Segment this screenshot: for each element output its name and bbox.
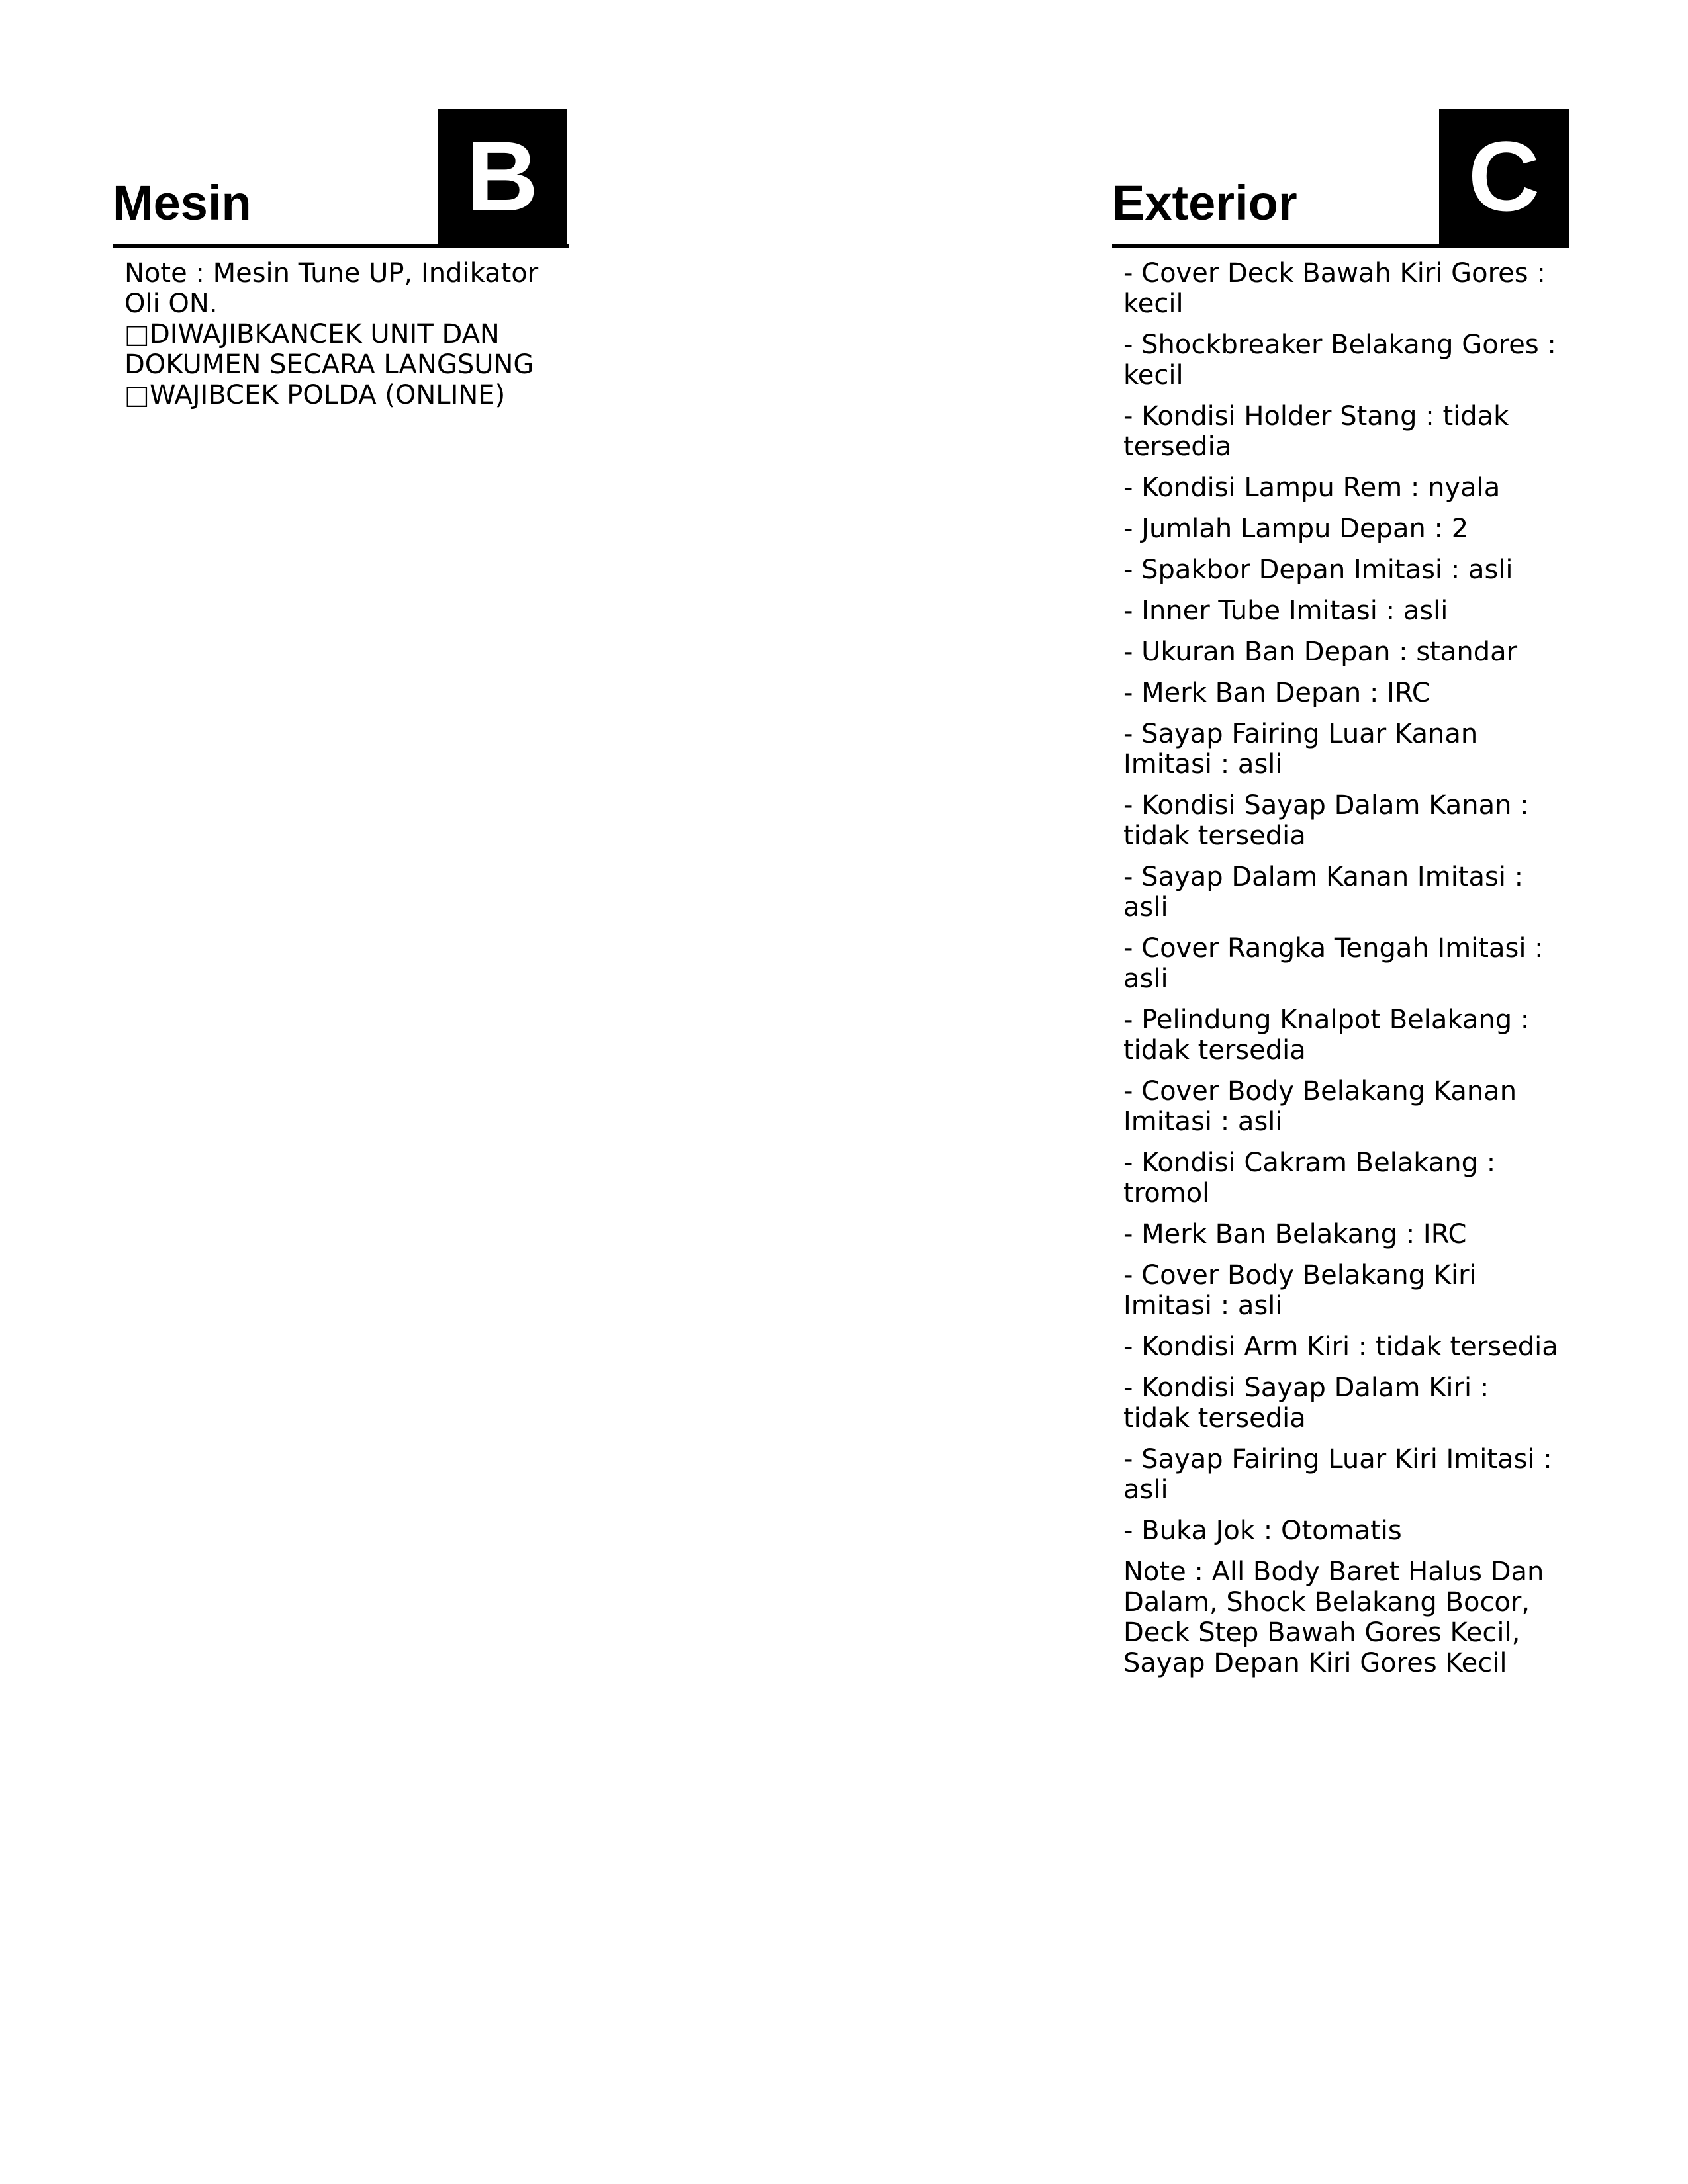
mesin-bullet-text: WAJIBCEK POLDA (ONLINE) xyxy=(150,380,506,410)
exterior-item: - Sayap Fairing Luar Kanan Imitasi : asli xyxy=(1123,719,1478,780)
mesin-bullet-item xyxy=(124,380,575,410)
exterior-item: - Kondisi Cakram Belakang : tromol xyxy=(1123,1148,1496,1208)
exterior-item: - Kondisi Sayap Dalam Kiri : tidak tersedia xyxy=(1123,1373,1489,1433)
exterior-item: - Kondisi Holder Stang : tidak tersedia xyxy=(1123,401,1509,462)
mesin-bullet-text: DIWAJIBKANCEK UNIT DAN DOKUMEN SECARA LANGSUNG xyxy=(124,319,534,380)
exterior-item: - Kondisi Lampu Rem : nyala xyxy=(1123,473,1501,503)
checkbox-bullet-icon: □ xyxy=(124,380,150,410)
exterior-item: - Kondisi Arm Kiri : tidak tersedia xyxy=(1123,1332,1558,1362)
mesin-note: Note : Mesin Tune UP, Indikator Oli ON. xyxy=(124,258,539,319)
exterior-note: Note : All Body Baret Halus Dan Dalam, Shock Belakang Bocor, Deck Step Bawah Gores Kecil, Sayap Depan Kiri Gores Kecil xyxy=(1123,1557,1544,1678)
exterior-item: - Cover Deck Bawah Kiri Gores : kecil xyxy=(1123,258,1546,319)
exterior-item: - Pelindung Knalpot Belakang : tidak tersedia xyxy=(1123,1005,1530,1066)
exterior-item: - Cover Body Belakang Kiri Imitasi : asli xyxy=(1123,1260,1477,1321)
mesin-section-title: Mesin xyxy=(113,175,252,230)
exterior-item: - Buka Jok : Otomatis xyxy=(1123,1516,1402,1546)
exterior-item: - Cover Rangka Tengah Imitasi : asli xyxy=(1123,933,1544,994)
mesin-bullet-item xyxy=(124,319,575,380)
exterior-item: - Jumlah Lampu Depan : 2 xyxy=(1123,514,1469,544)
exterior-item-list xyxy=(1123,258,1560,1689)
exterior-item: - Cover Body Belakang Kanan Imitasi : asli xyxy=(1123,1076,1517,1137)
checkbox-bullet-icon: □ xyxy=(124,319,150,349)
exterior-item: - Spakbor Depan Imitasi : asli xyxy=(1123,555,1513,585)
exterior-section-title: Exterior xyxy=(1112,175,1297,230)
exterior-item: - Merk Ban Depan : IRC xyxy=(1123,678,1430,708)
exterior-item: - Inner Tube Imitasi : asli xyxy=(1123,596,1448,626)
mesin-section-letter: B xyxy=(438,109,567,244)
exterior-item: - Kondisi Sayap Dalam Kanan : tidak tersedia xyxy=(1123,790,1529,851)
exterior-section-letter: C xyxy=(1439,109,1569,244)
mesin-header-rule xyxy=(113,244,569,248)
mesin-notes xyxy=(124,258,575,410)
exterior-item: - Sayap Dalam Kanan Imitasi : asli xyxy=(1123,862,1524,923)
exterior-item: - Shockbreaker Belakang Gores : kecil xyxy=(1123,330,1556,390)
exterior-item: - Ukuran Ban Depan : standar xyxy=(1123,637,1518,667)
exterior-item: - Merk Ban Belakang : IRC xyxy=(1123,1219,1467,1250)
exterior-item: - Sayap Fairing Luar Kiri Imitasi : asli xyxy=(1123,1444,1552,1505)
exterior-header-rule xyxy=(1112,244,1569,248)
